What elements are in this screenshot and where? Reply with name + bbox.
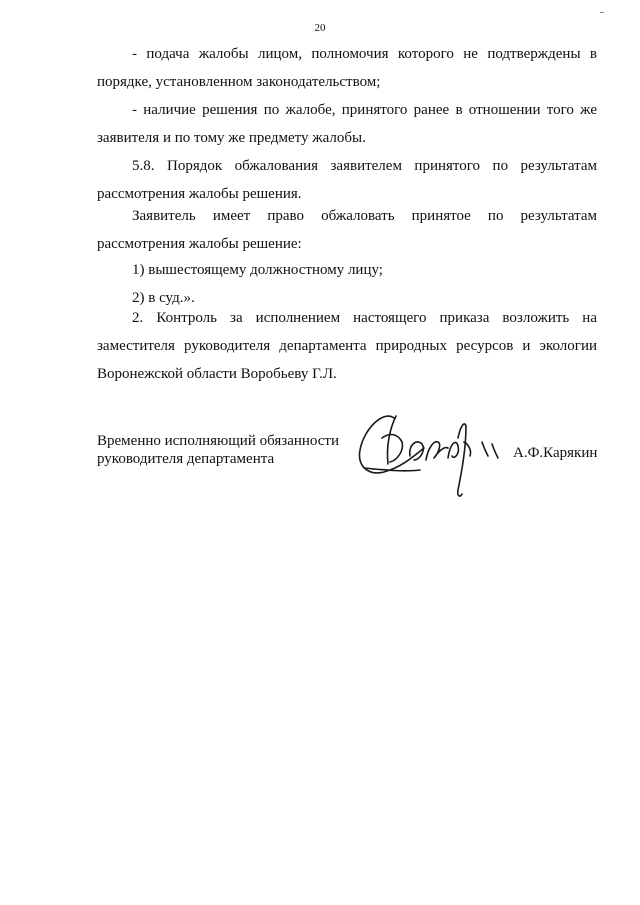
- signatory-position-line1: Временно исполняющий обязанности: [97, 433, 340, 449]
- handwritten-signature-icon: [354, 398, 500, 504]
- scan-mark: [600, 12, 604, 13]
- signatory-position-line2: руководителя департамента: [97, 451, 275, 467]
- list-item-superior-official: 1) вышестоящему должностному лицу;: [132, 262, 383, 278]
- page-number: 20: [314, 22, 326, 34]
- paragraph-appeal-procedure: 5.8. Порядок обжалования заявителем принятого по результатам рассмотрения жалобы решения.: [97, 158, 597, 202]
- signatory-name: А.Ф.Карякин: [513, 445, 598, 461]
- paragraph-control-assignment: 2. Контроль за исполнением настоящего приказа возложить на заместителя руководителя департамента природных ресурсов и экологии Воронежской области Воробьеву Г.Л.: [97, 310, 597, 382]
- signatory-position: [97, 432, 339, 468]
- paragraph-prior-decision: - наличие решения по жалобе, принятого ранее в отношении того же заявителя и по тому же предмету жалобы.: [97, 102, 597, 146]
- paragraph-applicant-right: Заявитель имеет право обжаловать принятое по результатам рассмотрения жалобы решение:: [97, 208, 597, 252]
- list-item-court: 2) в суд.».: [132, 290, 195, 306]
- paragraph-complaint-authority: - подача жалобы лицом, полномочия которого не подтверждены в порядке, установленном законодательством;: [97, 46, 597, 90]
